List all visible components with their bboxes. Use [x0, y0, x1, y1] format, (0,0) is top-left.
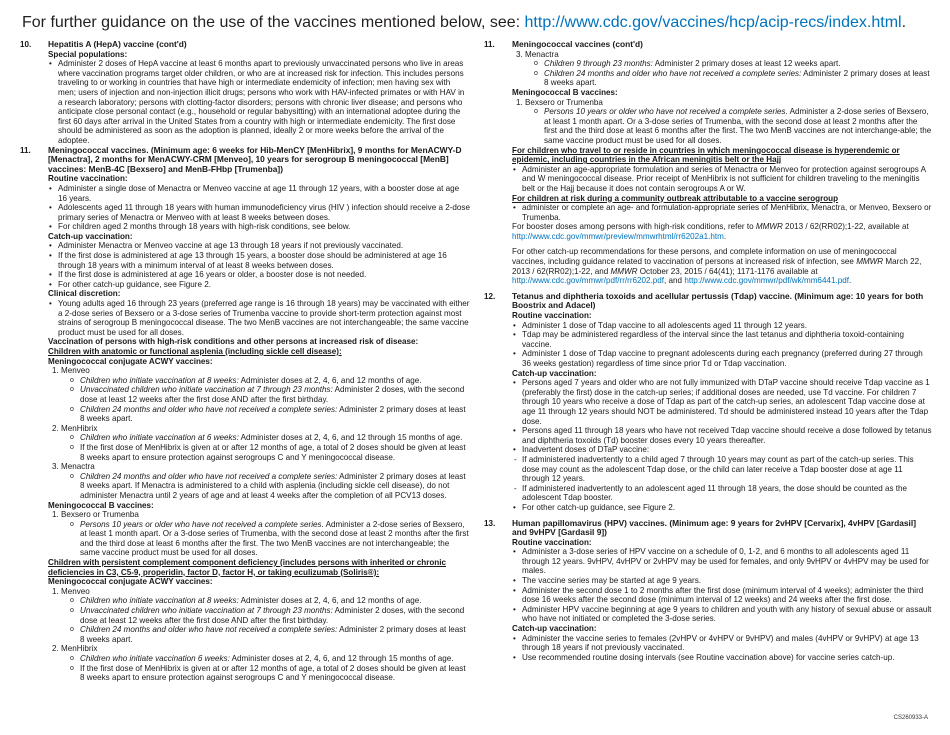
- subheading: Meningococcal conjugate ACWY vaccines:: [48, 577, 213, 587]
- section-number: 11.: [20, 145, 31, 155]
- vaccine-name: Menveo: [61, 586, 90, 596]
- inadvertent-list: [512, 455, 932, 503]
- subheading-underlined: Children with anatomic or functional asplenia (including sickle cell disease):: [48, 347, 342, 356]
- list-item: o If the first dose of MenHibrix is given at or after 12 months of age, a total of 2 doses should be given at least 8 weeks apart to ensure protection against serogroups C and Y meningococcal disease.: [80, 664, 470, 683]
- menveo2-list: [48, 596, 470, 644]
- section-number: 11.: [484, 40, 495, 49]
- section-number: 13.: [484, 518, 496, 528]
- clinical-list: [48, 299, 470, 337]
- list-item: • Administer Menactra or Menveo vaccine at age 13 through 18 years if not previously vaccinated.: [58, 241, 470, 251]
- catchup-list: [512, 378, 932, 455]
- subheading: Routine vaccination:: [512, 311, 592, 321]
- subheading: Routine vaccination:: [48, 174, 128, 184]
- list-item: • Administer a single dose of Menactra or Menveo vaccine at age 11 through 12 years, with a booster dose at age 16 years.: [58, 184, 470, 203]
- list-item: • Administer the vaccine series to females (2vHPV or 4vHPV or 9vHPV) and males (4vHPV or 9vHPV) at age 13 through 18 years if not previously vaccinated.: [522, 634, 932, 653]
- mmwr-rr6202a1-link[interactable]: http://www.cdc.gov/mmwr/preview/mmwrhtml/rr6202a1.htm: [512, 231, 724, 241]
- list-item: • Adolescents aged 11 through 18 years with human immunodeficiency virus (HIV ) infection should receive a 2-dose primary series of Menactra or Menveo with at least 8 weeks between doses.: [58, 203, 470, 222]
- section-number: 10.: [20, 40, 32, 49]
- list-item: • Young adults aged 16 through 23 years (preferred age range is 16 through 18 years) may be vaccinated with either a 2-dose series of Bexsero or a 3-dose series of Trumenba vaccine to provide short-term protection against most strains of serogroup B meningococcal disease. The two MenB vaccines are not interchangeable; the same vaccine product must be used for all doses.: [58, 299, 470, 337]
- list-item: • Administer 1 dose of Tdap vaccine to pregnant adolescents during each pregnancy (preferred during 27 through 36 weeks gestation) regardless of time since prior Td or Tdap vaccination.: [522, 349, 932, 368]
- subheading: Clinical discretion:: [48, 289, 121, 299]
- list-item: • Tdap may be administered regardless of the interval since the last tetanus and diphtheria toxoid-containing vaccine.: [522, 330, 932, 349]
- subheading: Special populations:: [48, 49, 128, 59]
- catchup-list: [512, 634, 932, 663]
- section-title: Meningococcal vaccines (cont'd): [512, 39, 643, 49]
- vaccine-name: Menveo: [61, 366, 90, 376]
- list-item: o Children who initiate vaccination 6 weeks: Administer doses at 2, 4, 6, and 12 through 15 months of age.: [80, 654, 470, 664]
- list-item: o Children who initiate vaccination at 8 weeks: Administer doses at 2, 4, 6, and 12 months of age.: [80, 376, 470, 386]
- list-item: • administer or complete an age- and formulation-appropriate series of MenHibrix, Menactra, or Menveo, Bexsero or Trumenba.: [522, 203, 932, 222]
- routine-list: [512, 547, 932, 624]
- menveo-list: [48, 376, 470, 424]
- list-item: o Children 9 through 23 months: Administer 2 primary doses at least 12 weeks apart.: [544, 59, 932, 69]
- list-item: • For other catch-up guidance, see Figure 2.: [522, 503, 932, 513]
- list-item: • Persons aged 11 through 18 years who have not received Tdap vaccine should receive a dose followed by tetanus and diphtheria toxoids (Td) booster doses every 10 years thereafter.: [522, 426, 932, 445]
- list-item: • For other catch-up guidance, see Figure 2.: [58, 280, 470, 290]
- menhibrix-list: [48, 433, 470, 462]
- list-item: • Administer the second dose 1 to 2 months after the first dose (minimum interval of 4 weeks); administer the third dose 16 weeks after the second dose (minimum interval of 12 weeks) and 24 weeks after the first dose.: [522, 586, 932, 605]
- mmwr-mm6441-link[interactable]: http://www.cdc.gov/mmwr/pdf/wk/mm6441.pdf: [684, 276, 849, 286]
- list-item: • Use recommended routine dosing intervals (see Routine vaccination above) for vaccine series catch-up.: [522, 653, 932, 663]
- section-title: Meningococcal vaccines. (Minimum age: 6 weeks for Hib-MenCY [MenHibrix], 9 months for MenACWY-D [Menactra], 2 months for MenACWY-CRM [Menveo], 10 years for serogroup B meningococcal [MenB] vaccines: MenB-4C [Bexsero] and MenB-FHbp [Trumenba]): [48, 144, 462, 174]
- subheading-underlined: Children with persistent complement component deficiency (includes persons with inherited or chronic deficiencies in C3, C5-9, properidin, factor D, factor H, or taking eculizumab (Soliris®):: [48, 558, 447, 577]
- vaccine-name: Bexsero or Trumenba: [61, 510, 139, 520]
- list-item: • If the first dose is administered at age 16 years or older, a booster dose is not needed.: [58, 270, 470, 280]
- list-item: o Unvaccinated children who initiate vaccination at 7 through 23 months: Administer 2 doses, with the second dose at least 12 weeks after the first dose AND after the first birthday.: [80, 385, 470, 404]
- subheading-underlined: For children at risk during a community outbreak attributable to a vaccine serogroup: [512, 193, 839, 203]
- catchup-list: [48, 241, 470, 289]
- list-item: • For children aged 2 months through 18 years with high-risk conditions, see below.: [58, 222, 470, 232]
- section-meningococcal: 11. Meningococcal vaccines. (Minimum age: 6 weeks for Hib-MenCY [MenHibrix], 9 months for MenACWY-D [Menactra], 2 months for MenACWY-CRM [Menveo], 10 years for serogroup B meningococcal [MenB] vaccines: MenB-4C [Bexsero] and MenB-FHbp [Trumenba]) Routine vaccination: • Administer a single dose of Menactra or Menveo vaccine at age 11 through 12 years, with a booster dose at age 16 years. • Adolescents aged 11 through 18 years with human immunodeficiency virus (HIV ) infection should receive a 2-dose primary series of Menactra or Menveo with at least 8 weeks between doses. • For children aged 2 months through 18 years with high-risk conditions, see below. Catch-up vaccination: • Administer Menactra or Menveo vaccine at age 13 through 18 years if not previously vaccinated. • If the first dose is administered at age 13 through 15 years, a booster dose should be administered at age 16 through 18 years with a minimum interval of at least 8 weeks between doses. • If the first dose is administered at age 16 years or older, a booster dose is not needed. • For other catch-up guidance, see Figure 2. Clinical discretion: • Young adults aged 16 through 23 years (preferred age range is 16 through 18 years) may be vaccinated with either a 2-dose series of Bexsero or a 3-dose series of Trumenba vaccine to provide short-term protection against most strains of serogroup B meningococcal disease. The two MenB vaccines are not interchangeable; the same vaccine product must be used for all doses. Vaccination of persons with high-risk conditions and other persons at increased risk of disease: Children with anatomic or functional asplenia (including sickle cell disease): Meningococcal conjugate ACWY vaccines: 1. Menveo o Children who initiate vaccination at 8 weeks: Administer doses at 2, 4, 6, and 12 months of age. o Unvaccinated children who initiate vaccination at 7 through 23 months: Administer 2 doses, with the second dose at least 12 weeks after the first dose AND after the first birthday. o Children 24 months and older who have not received a complete series: Administer 2 primary doses at least 8 weeks apart. 2. MenHibrix o Children who initiate vaccination at 6 weeks: Administer doses at 2, 4, 6, and 12 through 15 months of age. o If the first dose of MenHibrix is given at or after 12 months of age, a total of 2 doses should be given at least 8 weeks apart to ensure protection against serogroups C and Y meningococcal disease. 3. Menactra o Children 24 months and older who have not received a complete series: Administer 2 primary doses at least 8 weeks apart. If Menactra is administered to a child with asplenia (including sickle cell disease), do not administer Menactra until 2 years of age and at least 4 weeks after the completion of all PCV13 doses. Meningococcal B vaccines: 1. Bexsero or Trumenba o Persons 10 years or older who have not received a complete series. Administer a 2-dose series of Bexsero, at least 1 month apart. Or a 3-dose series of Trumenba, with the second dose at least 2 months after the first and the third dose at least 6 months after the first. The two MenB vaccines are not interchangeable; the same vaccine product must be used for all doses. Children with persistent complement component deficiency (includes persons with inherited or chronic deficiencies in C3, C5-9, properidin, factor D, factor H, or taking eculizumab (Soliris®): Meningococcal conjugate ACWY vaccines: 1. Menveo o Children who initiate vaccination at 8 weeks: Administer doses at 2, 4, 6, and 12 months of age. o Unvaccinated children who initiate vaccination at 7 through 23 months: Administer 2 doses, with the second dose at least 12 weeks after the first dose AND after the first birthday. o Children 24 months and older who have not received a complete series: Administer 2 primary doses at least 8 weeks apart. 2. MenHibrix o Children who initiate vaccination 6 weeks: Administer doses at 2, 4, 6, and 12 through 15 months of age. o If the first dose of MenHibrix is given at or after 12 months of age, a total of 2 doses should be given at least 8 weeks apart to ensure protection against serogroups C and Y meningococcal disease.: [20, 146, 470, 683]
- section-hpv: [484, 519, 932, 663]
- list-item: - If administered inadvertently to a child aged 7 through 10 years may count as part of the catch-up series. This dose may count as the adolescent Tdap dose, or the child can later receive a Tdap booster dose at age 11 through 12 years.: [522, 455, 932, 484]
- subheading: Catch-up vaccination:: [48, 231, 133, 241]
- list-item: • If the first dose is administered at age 13 through 15 years, a booster dose should be administered at age 16 through 18 years with a minimum interval of at least 8 weeks between doses.: [58, 251, 470, 270]
- list-item: • Administer a 3-dose series of HPV vaccine on a schedule of 0, 1-2, and 6 months to all adolescents aged 11 through 12 years. 9vHPV, 4vHPV or 2vHPV may be used for females, and only 9vHPV or 4vHPV may be used for males.: [522, 547, 932, 576]
- list-item: • Administer 2 doses of HepA vaccine at least 6 months apart to previously unvaccinated persons who live in areas where vaccination programs target older children, or who are at increased risk for infection. This includes persons traveling to or working in countries that have high or intermediate endemicity of infection; men having sex with men; users of injection and non-injection illicit drugs; persons who work with HAV-infected primates or with HAV in a research laboratory; persons with clotting-factor disorders; persons with chronic liver disease; and persons who anticipate close personal contact (e.g., household or regular babysitting) with an international adoptee during the first 60 days after arrival in the United States from a country with high or intermediate endemicity. The first dose should be administered as soon as the adoption is planned, ideally 2 or more weeks before the arrival of the adoptee.: [58, 59, 470, 145]
- left-column: [20, 40, 470, 683]
- list-item: • Administer HPV vaccine beginning at age 9 years to children and youth with any history of sexual abuse or assault who have not initiated or completed the 3-dose series.: [522, 605, 932, 624]
- list-item: • Administer 1 dose of Tdap vaccine to all adolescents aged 11 through 12 years.: [522, 321, 932, 331]
- list-item: o Unvaccinated children who initiate vaccination at 7 through 23 months: Administer 2 doses, with the second dose at least 12 weeks after the first dose AND after the first birthday.: [80, 606, 470, 625]
- section-title: Hepatitis A (HepA) vaccine (cont'd): [48, 39, 187, 49]
- subheading: Meningococcal B vaccines:: [48, 500, 154, 510]
- menactra-list: [512, 59, 932, 88]
- section-title: Tetanus and diphtheria toxoids and acellular pertussis (Tdap) vaccine. (Minimum age: 10 years for both Boostrix and Adacel): [512, 290, 924, 311]
- list-item: • The vaccine series may be started at age 9 years.: [522, 576, 932, 586]
- list-item: o Children 24 months and older who have not received a complete series: Administer 2 primary doses at least 8 weeks apart. If Menactra is administered to a child with asplenia (including sickle cell disease), do not administer Menactra until 2 years of age and at least 4 weeks after the completion of all PCV13 doses.: [80, 472, 470, 501]
- vaccine-name: Bexsero or Trumenba: [525, 97, 603, 107]
- list-item: • Administer an age-appropriate formulation and series of Menactra or Menveo for protection against serogroups A and W meningococcal disease. Prior receipt of MenHibrix is not sufficient for children traveling to the meningitis belt or the Hajj because it does not contain serogroups A or W.: [522, 165, 932, 194]
- header-text: For further guidance on the use of the vaccines mentioned below, see:: [22, 14, 525, 31]
- list-item: o Children who initiate vaccination at 6 weeks: Administer doses at 2, 4, 6, and 12 through 15 months of age.: [80, 433, 470, 443]
- document-code: CS260933-A: [893, 715, 928, 721]
- section-number: 12.: [484, 291, 496, 301]
- subheading-underlined: For children who travel to or reside in countries in which meningococcal disease is hyperendemic or epidemic, including countries in the African meningitis belt or the Hajj: [512, 145, 900, 165]
- page-header: For further guidance on the use of the vaccines mentioned below, see: http://www.cdc.gov/vaccines/hcp/acip-recs/index.html.: [22, 14, 907, 31]
- list-item: o Persons 10 years or older who have not received a complete series. Administer a 2-dose series of Bexsero, at least 1 month apart. Or a 3-dose series of Trumenba, with the second dose at least 2 months after the first and the third dose at least 6 months after the first. The two MenB vaccines are not interchange-able; the same vaccine product must be used for all doses.: [544, 107, 932, 145]
- vaccine-name: Menactra: [525, 49, 559, 59]
- section-title: Human papillomavirus (HPV) vaccines. (Minimum age: 9 years for 2vHPV [Cervarix], 4vHPV [Gardasil] and 9vHPV [Gardasil 9]): [512, 517, 916, 538]
- list-item: o Children who initiate vaccination at 8 weeks: Administer doses at 2, 4, 6, and 12 months of age.: [80, 596, 470, 606]
- list-item: o Children 24 months and older who have not received a complete series: Administer 2 primary doses at least 8 weeks apart.: [80, 405, 470, 424]
- section-tdap: [484, 292, 932, 513]
- section-hepa: [20, 40, 470, 146]
- routine-list: [512, 321, 932, 369]
- subheading: Catch-up vaccination:: [512, 624, 597, 634]
- subheading: Meningococcal B vaccines:: [512, 87, 618, 97]
- travel-list: [512, 165, 932, 194]
- mmwr-rr6202-link[interactable]: http://www.cdc.gov/mmwr/pdf/rr/rr6202.pdf: [512, 276, 665, 286]
- list-item: o Children 24 months and older who have not received a complete series: Administer 2 primary doses at least 8 weeks apart.: [80, 625, 470, 644]
- other-paragraph: For other catch-up recommendations for these persons, and complete information on use of meningococcal vaccines, including guidance related to vaccination of persons at increased risk of infection, see MMWR March 22, 2013 / 62(RR02);1-22, and MMWR October 23, 2015 / 64(41); 1171-1176 available at http://www.cdc.gov/mmwr/pdf/rr/rr6202.pdf, and http://www.cdc.gov/mmwr/pdf/wk/mm6441.pdf.: [512, 247, 922, 286]
- subheading: Catch-up vaccination:: [512, 368, 597, 378]
- acip-recs-link[interactable]: http://www.cdc.gov/vaccines/hcp/acip-recs/index.html: [524, 14, 902, 31]
- list-item: • Inadvertent doses of DTaP vaccine:: [522, 445, 932, 455]
- menhibrix2-list: [48, 654, 470, 683]
- vaccine-name: Menactra: [61, 462, 95, 472]
- vaccine-name: MenHibrix: [61, 423, 98, 433]
- booster-paragraph: For booster doses among persons with high-risk conditions, refer to MMWR 2013 / 62(RR02);1-22, available at http://www.cdc.gov/mmwr/preview/mmwrhtml/rr6202a1.htm.: [512, 222, 909, 241]
- list-item: o If the first dose of MenHibrix is given at or after 12 months of age, a total of 2 doses should be given at least 8 weeks apart to ensure protection against serogroups C and Y meningococcal disease.: [80, 443, 470, 462]
- menactra-list: [48, 472, 470, 501]
- list-item: - If administered inadvertently to an adolescent aged 11 through 18 years, the dose should be counted as the adolescent Tdap booster.: [522, 484, 932, 503]
- section-meningococcal-cont: 11. Meningococcal vaccines (cont'd) 3. Menactra o Children 9 through 23 months: Administer 2 primary doses at least 12 weeks apart. o Children 24 months and older who have not received a complete series: Administer 2 primary doses at least 8 weeks apart. Meningococcal B vaccines: 1. Bexsero or Trumenba o Persons 10 years or older who have not received a complete series. Administer a 2-dose series of Bexsero, at least 1 month apart. Or a 3-dose series of Trumenba, with the second dose at least 2 months after the first and the third dose at least 6 months after the first. The two MenB vaccines are not interchange-able; the same vaccine product must be used for all doses. For children who travel to or reside in countries in which meningococcal disease is hyperendemic or epidemic, including countries in the African meningitis belt or the Hajj • Administer an age-appropriate formulation and series of Menactra or Menveo for protection against serogroups A and W meningococcal disease. Prior receipt of MenHibrix is not sufficient for children traveling to the meningitis belt or the Hajj because it does not contain serogroups A or W. For children at risk during a community outbreak attributable to a vaccine serogroup • administer or complete an age- and formulation-appropriate series of MenHibrix, Menactra, or Menveo, Bexsero or Trumenba. For booster doses among persons with high-risk conditions, refer to MMWR 2013 / 62(RR02);1-22, available at http://www.cdc.gov/mmwr/preview/mmwrhtml/rr6202a1.htm. For other catch-up recommendations for these persons, and complete information on use of meningococcal vaccines, including guidance related to vaccination of persons at increased risk of infection, see MMWR March 22, 2013 / 62(RR02);1-22, and MMWR October 23, 2015 / 64(41); 1171-1176 available at http://www.cdc.gov/mmwr/pdf/rr/rr6202.pdf, and http://www.cdc.gov/mmwr/pdf/wk/mm6441.pdf.: [484, 40, 932, 286]
- outbreak-list: [512, 203, 932, 222]
- bexsero-list: [48, 520, 470, 558]
- list-item: • Persons aged 7 years and older who are not fully immunized with DTaP vaccine should receive Tdap vaccine as 1 (preferably the first) dose in the catch-up series; if additional doses are needed, use Td vaccine. For children 7 through 10 years who receive a dose of Tdap as part of the catch-up series, an adolescent Tdap vaccine dose at age 11 through 12 years should NOT be administered. Td should be administered instead 10 years after the Tdap dose.: [522, 378, 932, 426]
- subheading: Routine vaccination:: [512, 537, 592, 547]
- bexsero-list: [512, 107, 932, 145]
- right-column: [484, 40, 932, 662]
- list-item: o Persons 10 years or older who have not received a complete series. Administer a 2-dose series of Bexsero, at least 1 month apart. Or a 3-dose series of Trumenba, with the second dose at least 2 months after the first and the third dose at least 6 months after the first. The two MenB vaccines are not interchangeable; the same vaccine product must be used for all doses.: [80, 520, 470, 558]
- subheading: Meningococcal conjugate ACWY vaccines:: [48, 356, 213, 366]
- routine-list: [48, 184, 470, 232]
- subheading: Vaccination of persons with high-risk conditions and other persons at increased risk of disease:: [48, 337, 419, 347]
- list-item: o Children 24 months and older who have not received a complete series: Administer 2 primary doses at least 8 weeks apart.: [544, 69, 932, 88]
- vaccine-name: MenHibrix: [61, 644, 98, 654]
